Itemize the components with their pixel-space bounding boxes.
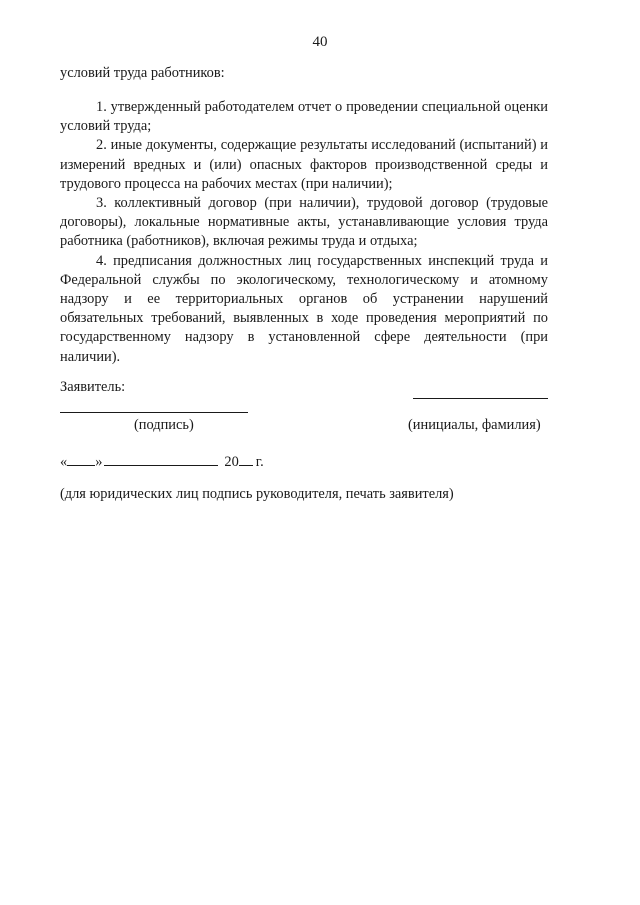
list-item-3: 3. коллективный договор (при наличии), трудовой договор (трудовые договоры), локальные нормативные акты, устанавливающие условия труда работника (работников), включая режимы труда и отдыха; xyxy=(60,195,548,250)
intro-text: условий труда работников: xyxy=(60,65,225,81)
year-blank xyxy=(239,453,253,466)
year-suffix: г. xyxy=(255,454,264,470)
day-blank xyxy=(67,453,95,466)
year-prefix: 20 xyxy=(224,454,239,470)
list-item-4: 4. предписания должностных лиц государственных инспекций труда и Федеральной службы по экологическому, технологическому и атомному надзору и ее территориальных органов об устранении нарушений обязательных требований, выявленных в ходе проведения мероприятий по государственному надзору в установленной сфере деятельности (при наличии). xyxy=(60,252,548,365)
name-caption: (инициалы, фамилия) xyxy=(408,417,541,433)
applicant-label: Заявитель: xyxy=(60,379,126,395)
signature-line xyxy=(60,412,248,413)
list-item-2: 2. иные документы, содержащие результаты исследований (испытаний) и измерений вредных и (или) опасных факторов производственной среды и трудового процесса на рабочих местах (при наличии); xyxy=(60,137,548,192)
signature-note: (для юридических лиц подпись руководителя, печать заявителя) xyxy=(60,486,454,502)
date-field xyxy=(60,453,264,471)
list-item-1: 1. утвержденный работодателем отчет о проведении специальной оценки условий труда; xyxy=(60,99,548,135)
signature-caption: (подпись) xyxy=(134,417,194,433)
name-line xyxy=(413,398,548,399)
date-close-quote: » xyxy=(95,454,103,470)
date-open-quote: « xyxy=(60,454,68,470)
document-list xyxy=(60,98,548,367)
month-blank xyxy=(104,453,218,466)
page-number: 40 xyxy=(312,34,328,50)
